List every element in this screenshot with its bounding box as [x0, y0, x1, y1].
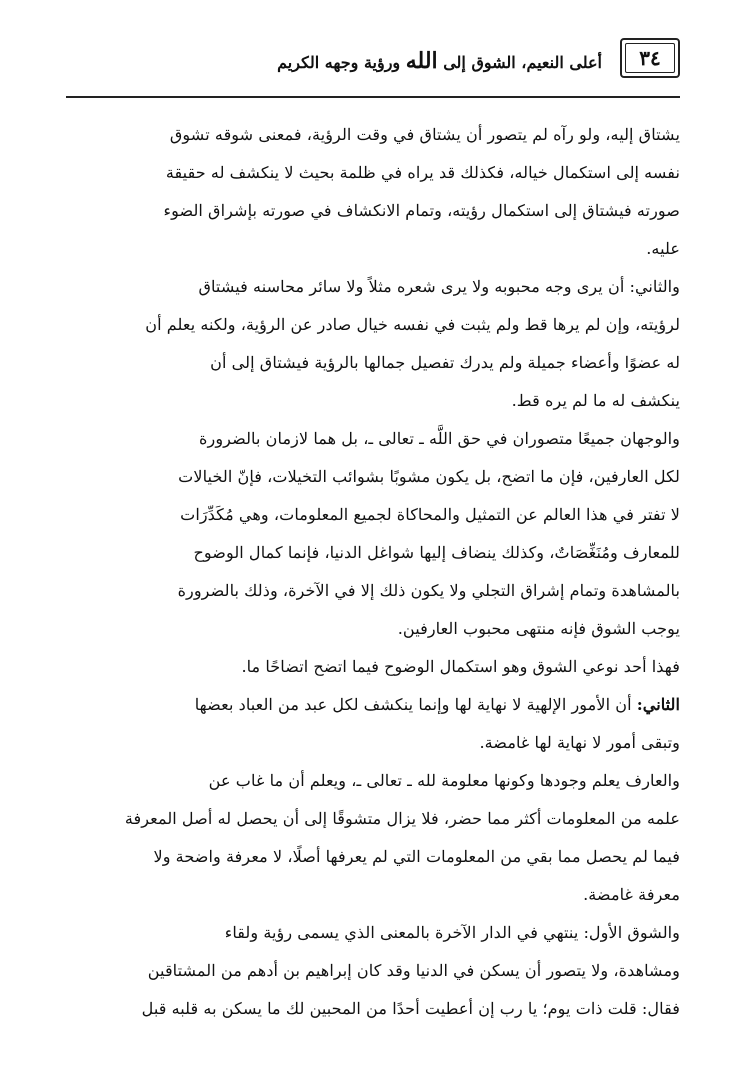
- text-line: عليه.: [646, 239, 680, 258]
- running-title-part2: ورؤية وجهه الكريم: [277, 53, 401, 72]
- text-line: يوجب الشوق فإنه منتهى محبوب العارفين.: [397, 619, 680, 638]
- text-line: نفسه إلى استكمال خياله، فكذلك قد يراه في ظلمة بحيث لا ينكشف له حقيقة: [165, 163, 680, 182]
- text-line: وتبقى أمور لا نهاية لها غامضة.: [479, 733, 680, 752]
- running-title: [66, 48, 602, 74]
- text-line: والوجهان جميعًا متصوران في حق اللَّه ـ تعالى ـ، بل هما لازمان بالضرورة: [199, 429, 680, 448]
- text-line: والعارف يعلم وجودها وكونها معلومة لله ـ تعالى ـ، ويعلم أن ما غاب عن: [208, 771, 680, 790]
- text-line: فقال: قلت ذات يوم؛ يا رب إن أعطيت أحدًا من المحبين لك ما يسكن به قلبه قبل: [141, 999, 680, 1018]
- text-line: للمعارف ومُنَغِّصَاتٌ، وكذلك ينضاف إليها شواغل الدنيا، فإنما كمال الوضوح: [193, 543, 680, 562]
- text-line: لكل العارفين، فإن ما اتضح، بل يكون مشوبًا بشوائب التخيلات، فإنّ الخيالات: [178, 467, 680, 486]
- running-title-allah-calligraphy: الله: [405, 48, 438, 74]
- text-line: صورته فيشتاق إلى استكمال رؤيته، وتمام الانكشاف في صورته بإشراق الضوء: [163, 201, 680, 220]
- text-line: فهذا أحد نوعي الشوق وهو استكمال الوضوح فيما اتضح اتضاحًا ما.: [241, 657, 680, 676]
- text-line: علمه من المعلومات أكثر مما حضر، فلا يزال متشوقًا إلى أن يحصل له أصل المعرفة: [124, 809, 680, 828]
- text-line: ومشاهدة، ولا يتصور أن يسكن في الدنيا وقد كان إبراهيم بن أدهم من المشتاقين: [147, 961, 680, 980]
- page-header: [66, 34, 680, 98]
- page-number-frame: [620, 38, 680, 78]
- body-text: [66, 116, 680, 1028]
- text-line: لرؤيته، وإن لم يرها قط ولم يثبت في نفسه خيال صادر عن الرؤية، ولكنه يعلم أن: [145, 315, 680, 334]
- text-line: بالمشاهدة وتمام إشراق التجلي ولا يكون ذلك إلا في الآخرة، وذلك بالضرورة: [177, 581, 680, 600]
- text-line: له عضوًا وأعضاء جميلة ولم يدرك تفصيل جمالها بالرؤية فيشتاق إلى أن: [210, 353, 680, 372]
- page-number: ٣٤: [639, 46, 661, 70]
- text-line: والشوق الأول: ينتهي في الدار الآخرة بالمعنى الذي يسمى رؤية ولقاء: [224, 923, 680, 942]
- text-line: والثاني: أن يرى وجه محبوبه ولا يرى شعره مثلاً ولا سائر محاسنه فيشتاق: [198, 277, 680, 296]
- text-line: لا تفتر في هذا العالم عن التمثيل والمحاكاة لجميع المعلومات، وهي مُكَدِّرَات: [180, 505, 680, 524]
- text-line: فيما لم يحصل مما بقي من المعلومات التي لم يعرفها أصلًا، لا معرفة واضحة ولا: [153, 847, 680, 866]
- running-title-part1: أعلى النعيم، الشوق إلى: [443, 53, 602, 72]
- text-line: ينكشف له ما لم يره قط.: [511, 391, 680, 410]
- text-line: معرفة غامضة.: [583, 885, 680, 904]
- bold-lead-word: الثاني:: [636, 695, 680, 714]
- text-line-rest: أن الأمور الإلهية لا نهاية لها وإنما ينكشف لكل عبد من العباد بعضها: [194, 695, 632, 714]
- text-line-with-bold-lead: [66, 686, 680, 724]
- text-line: يشتاق إليه، ولو رآه لم يتصور أن يشتاق في وقت الرؤية، فمعنى شوقه تشوق: [169, 125, 680, 144]
